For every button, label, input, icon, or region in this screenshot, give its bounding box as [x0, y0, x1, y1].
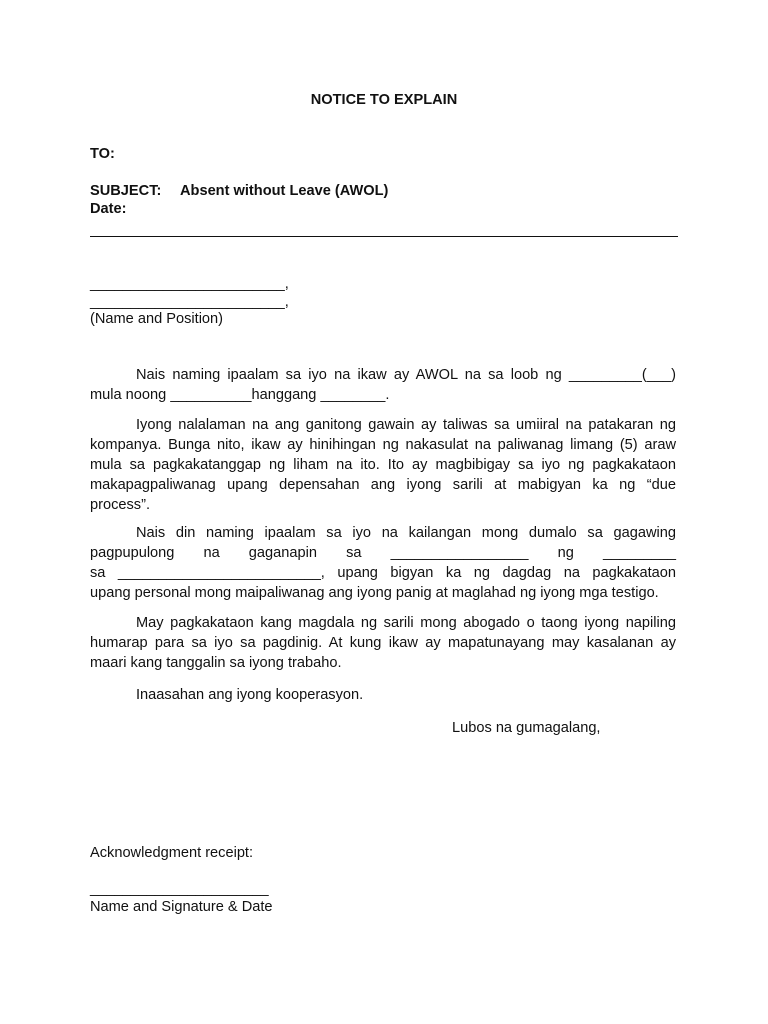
closing-salutation: Lubos na gumagalang, [452, 720, 601, 736]
paragraph-line: mula noong __________hanggang ________. [90, 387, 390, 403]
paragraph-line: mula sa pagkakatanggap ng liham na ito. Ito ay magbibigay sa iyo ng pagkakataon [90, 457, 676, 473]
addressee-position-line: ________________________, [90, 294, 289, 310]
paragraph-line: Nais din naming ipaalam sa iyo na kailangan mong dumalo sa gagawing [136, 525, 676, 541]
acknowledgment-label: Acknowledgment receipt: [90, 845, 254, 861]
acknowledgment-caption: Name and Signature & Date [90, 899, 273, 915]
paragraph-line: kompanya. Bunga nito, ikaw ay hinihingan ng nakasulat na paliwanag limang (5) araw [90, 437, 676, 453]
paragraph-line: May pagkakataon kang magdala ng sarili mong abogado o taong iyong napiling [136, 615, 676, 631]
paragraph-line: makapagpaliwanag upang depensahan ang iyong sarili at mabigyan ka ng “due [90, 477, 676, 493]
addressee-caption: (Name and Position) [90, 311, 224, 327]
acknowledgment-signature-line: ______________________ [90, 881, 269, 897]
paragraph-line: Iyong nalalaman na ang ganitong gawain ay taliwas sa umiiral na patakaran ng [136, 417, 676, 433]
addressee-name-line: ________________________, [90, 276, 289, 292]
paragraph-cooperation [90, 685, 676, 705]
paragraph-line: Inaasahan ang iyong kooperasyon. [136, 687, 364, 703]
paragraph-awol-notice [90, 365, 676, 405]
paragraph-line: Nais naming ipaalam sa iyo na ikaw ay AWOL na sa loob ng _________(___) [136, 367, 676, 383]
paragraph-line: humarap para sa iyo sa pagdinig. At kung ikaw ay mapatunayang may kasalanan ay [90, 635, 676, 651]
date-label: Date: [90, 201, 127, 217]
header-divider [90, 236, 678, 237]
paragraph-line: sa _________________________, upang bigyan ka ng dagdag na pagkakataon [90, 565, 676, 581]
to-label: TO: [90, 146, 115, 162]
subject-value: Absent without Leave (AWOL) [180, 183, 389, 199]
paragraph-line: process”. [90, 497, 151, 513]
paragraph-explanation-request [90, 415, 676, 515]
paragraph-line: upang personal mong maipaliwanag ang iyong panig at maglahad ng iyong mga testigo. [90, 585, 659, 601]
document-title: NOTICE TO EXPLAIN [310, 92, 458, 108]
subject-label: SUBJECT: [90, 183, 162, 199]
paragraph-hearing-notice [90, 523, 676, 603]
paragraph-line: maari kang tanggalin sa iyong trabaho. [90, 655, 342, 671]
paragraph-line: pagpupulong na gaganapin sa _________________ ng _________ [90, 545, 676, 561]
paragraph-counsel-notice [90, 613, 676, 673]
